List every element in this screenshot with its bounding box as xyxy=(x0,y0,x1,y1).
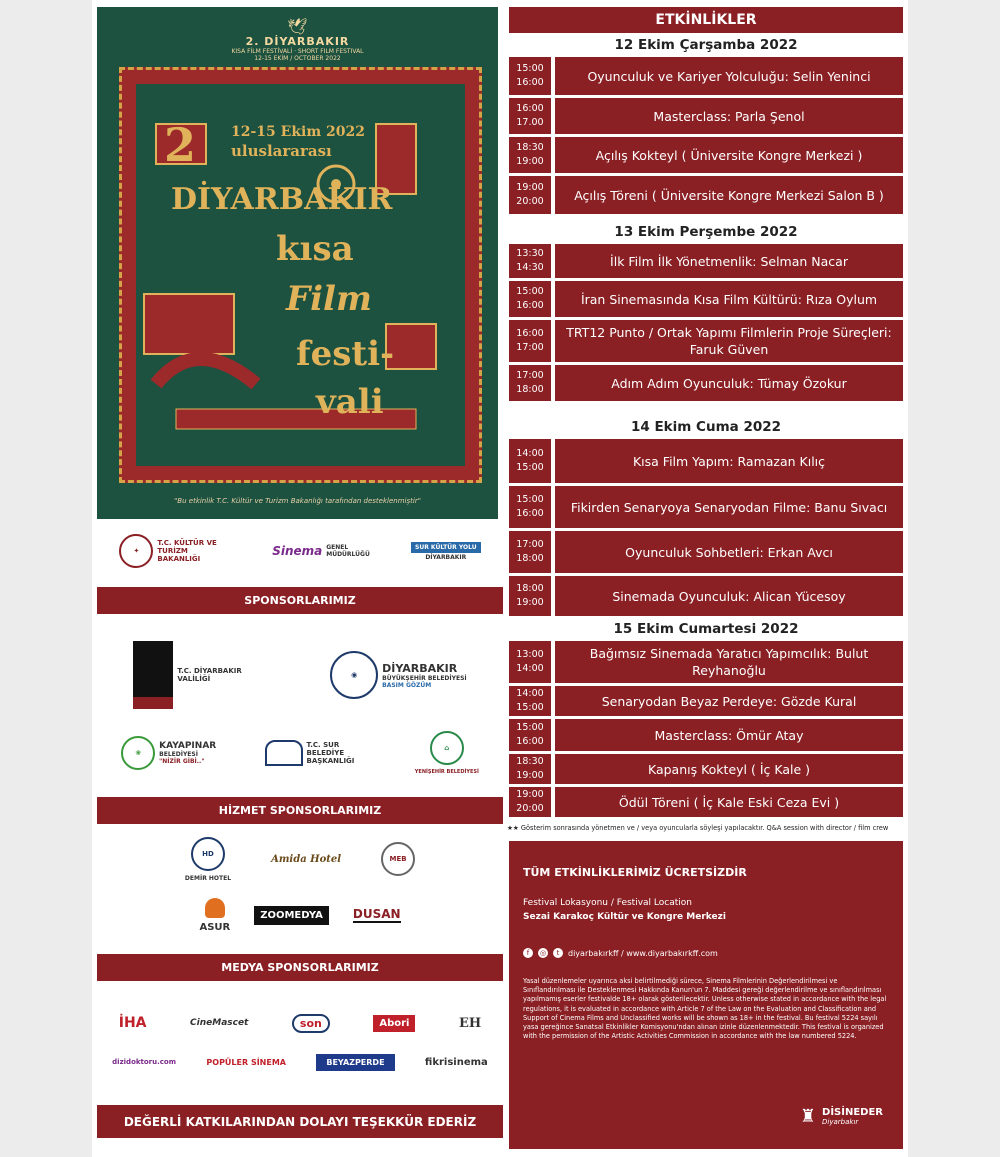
event-title: Oyunculuk ve Kariyer Yolculuğu: Selin Yeninci xyxy=(555,57,903,95)
event-row xyxy=(509,719,903,751)
beyazperde-logo: BEYAZPERDE xyxy=(316,1054,394,1071)
poster-word1: DİYARBAKIR xyxy=(171,182,393,217)
event-title: Bağımsız Sinemada Yaratıcı Yapımcılık: Bulut Reyhanoğlu xyxy=(555,641,903,683)
event-title: İran Sinemasında Kısa Film Kültürü: Rıza Oylum xyxy=(555,281,903,317)
demir-hotel-emblem-icon: HD xyxy=(191,837,225,871)
event-end: 15:00 xyxy=(516,462,544,473)
info-panel xyxy=(509,841,903,1149)
event-row xyxy=(509,754,903,784)
event-time xyxy=(509,98,551,134)
thanks-banner: DEĞERLİ KATKILARINDAN DOLAYI TEŞEKKÜR EDERİZ xyxy=(97,1105,503,1138)
event-time xyxy=(509,576,551,616)
demir-hotel-logo xyxy=(185,837,231,882)
qa-note: ★★ Gösterim sonrasında yönetmen ve / veya oyuncularla söyleşi yapılacaktır. Q&A session with director / film crew xyxy=(507,824,889,832)
event-end: 14:30 xyxy=(516,262,544,273)
dizidoktoru-logo: dizidoktoru.com xyxy=(112,1058,177,1066)
day-heading: 12 Ekim Çarşamba 2022 xyxy=(614,37,798,53)
sinema-logo xyxy=(272,544,370,558)
disineder-logo xyxy=(800,1106,883,1127)
event-start: 16:00 xyxy=(516,103,544,114)
event-end: 17:00 xyxy=(516,342,544,353)
schedule-title: ETKİNLİKLER xyxy=(509,7,903,33)
event-row xyxy=(509,176,903,214)
day-heading: 14 Ekim Cuma 2022 xyxy=(630,419,782,435)
event-time xyxy=(509,320,551,362)
poster-frame xyxy=(119,67,482,483)
iha-logo: İHA xyxy=(118,1015,147,1031)
event-title: Ödül Töreni ( İç Kale Eski Ceza Evi ) xyxy=(555,787,903,817)
event-end: 14:00 xyxy=(516,663,544,674)
day-heading: 15 Ekim Cumartesi 2022 xyxy=(613,621,799,637)
event-title: Açılış Töreni ( Üniversite Kongre Merkezi Salon B ) xyxy=(555,176,903,214)
poster-line1: uluslararası xyxy=(231,142,332,160)
event-start: 14:00 xyxy=(516,688,544,699)
legal-text: Yasal düzenlemeler uyarınca aksi belirtilmediği sürece, Sinema Filmlerinin Değerlendirilmesi ve Sınıflandırılması ile Desteklenmesi Hakkında Kanun'un 7. Maddesi gereği değerlendirilme ve sınıflandırılması yapılmamış eserler festivalde 18+ olarak gösterilecektir. Unless otherwise stated in accordance with the legal regulations, it is evaluated in accordance with Article 7 of the Law on the Evaluation and Classification and Support of Cinema Films and Unclassified works will be shown as 18+ in the festival. Bu festival 5224 sayılı yasa gereğince Sanatsal Etkinlikler Komisyonu'ndan alınan izinle düzenlenmektedir. This festival is organized with the permission of the Artistic Activities Commission in accordance with the law numbered 5224. xyxy=(523,977,887,1041)
event-row xyxy=(509,686,903,716)
demir-hotel-name: DEMİR HOTEL xyxy=(184,874,232,882)
event-time xyxy=(509,719,551,751)
service-logos-row1 xyxy=(97,836,503,882)
abori-logo: Abori xyxy=(373,1015,415,1032)
kayapinar-logo xyxy=(121,736,216,770)
buyuksehir-logo xyxy=(330,651,467,699)
poster-support-note: "Bu etkinlik T.C. Kültür ve Turizm Bakanlığı tarafından desteklenmiştir" xyxy=(174,497,421,505)
event-time xyxy=(509,281,551,317)
disineder-emblem-icon: ♜ xyxy=(799,1106,817,1127)
yenisehir-logo xyxy=(415,731,479,775)
sinema-sub: GENEL MÜDÜRLÜĞÜ xyxy=(326,544,370,558)
asur-logo xyxy=(199,898,230,933)
social-handle[interactable]: diyarbakırkff / www.diyarbakırkff.com xyxy=(568,948,718,958)
poster-inner xyxy=(136,84,465,466)
event-time xyxy=(509,176,551,214)
event-title: Masterclass: Parla Şenol xyxy=(555,98,903,134)
event-start: 16:00 xyxy=(516,328,544,339)
event-title: Kapanış Kokteyl ( İç Kale ) xyxy=(555,754,903,784)
festival-poster xyxy=(97,7,498,519)
basim-gozum: BASIM GÖZÜM xyxy=(382,681,432,689)
zoomedya-name: ZOOMEDYA xyxy=(254,906,329,925)
asur-emblem-icon xyxy=(205,898,225,918)
poster-word2: kısa xyxy=(276,229,354,269)
event-end: 19:00 xyxy=(516,770,544,781)
event-start: 17:00 xyxy=(516,370,544,381)
brand-name: DİYARBAKIR xyxy=(264,35,350,48)
institution-logos xyxy=(97,527,503,575)
event-row xyxy=(509,320,903,362)
sinema-name: Sinema xyxy=(272,544,323,558)
zoomedya-logo xyxy=(254,906,329,925)
event-start: 19:00 xyxy=(516,182,544,193)
facebook-icon[interactable]: f xyxy=(523,948,533,958)
sur-name: SUR KÜLTÜR YOLU xyxy=(411,542,481,553)
dusan-name: DUSAN xyxy=(352,907,401,921)
sur-belediye-emblem-icon xyxy=(265,740,303,766)
media-logos-row2 xyxy=(97,1049,503,1075)
event-end: 20:00 xyxy=(516,196,544,207)
phoenix-icon: 🕊 xyxy=(287,17,308,36)
event-time xyxy=(509,365,551,401)
event-row xyxy=(509,531,903,573)
event-time xyxy=(509,686,551,716)
event-end: 17.00 xyxy=(516,117,544,128)
brand-edition: 2. xyxy=(245,35,260,48)
poster-dates: 12-15 Ekim 2022 xyxy=(231,124,365,140)
event-row xyxy=(509,365,903,401)
fikrisinema-logo: fikrisinema xyxy=(424,1056,488,1068)
sponsors-title: SPONSORLARIMIZ xyxy=(97,587,503,614)
asur-name: ASUR xyxy=(199,921,231,933)
poster-word4: festi- xyxy=(296,334,395,374)
buyuksehir-name: DİYARBAKIR xyxy=(382,661,458,675)
sur-belediye-name: T.C. SUR BELEDİYE BAŞKANLIĞI xyxy=(306,741,355,765)
service-sponsors-title: HİZMET SPONSORLARIMIZ xyxy=(97,797,503,824)
event-time xyxy=(509,641,551,683)
event-time xyxy=(509,57,551,95)
event-row xyxy=(509,98,903,134)
event-title: Adım Adım Oyunculuk: Tümay Özokur xyxy=(555,365,903,401)
event-row xyxy=(509,439,903,483)
event-start: 18:00 xyxy=(516,583,544,594)
ministry-name: T.C. KÜLTÜR VE TURİZM BAKANLIĞI xyxy=(157,539,217,563)
event-title: Sinemada Oyunculuk: Alican Yücesoy xyxy=(555,576,903,616)
amida-hotel-logo xyxy=(271,854,341,865)
amida-hotel-name: Amida Hotel xyxy=(271,853,342,865)
event-row xyxy=(509,57,903,95)
valilik-logo xyxy=(133,641,257,709)
event-end: 15:00 xyxy=(516,702,544,713)
populer-sinema-logo: POPÜLER SİNEMA xyxy=(206,1057,286,1067)
day-heading: 13 Ekim Perşembe 2022 xyxy=(614,224,798,240)
event-title: TRT12 Punto / Ortak Yapımı Filmlerin Proje Süreçleri: Faruk Güven xyxy=(555,320,903,362)
event-title: Fikirden Senaryoya Senaryodan Filme: Banu Sıvacı xyxy=(555,486,903,528)
event-time xyxy=(509,754,551,784)
event-row xyxy=(509,641,903,683)
event-end: 16:00 xyxy=(516,77,544,88)
event-start: 17:00 xyxy=(516,539,544,550)
poster-word3: Film xyxy=(286,279,372,319)
event-time xyxy=(509,486,551,528)
media-logos-row1 xyxy=(97,1007,503,1039)
yenisehir-name: YENİŞEHİR BELEDİYESİ xyxy=(414,769,479,775)
son-logo: son xyxy=(292,1014,330,1033)
event-title: Açılış Kokteyl ( Üniversite Kongre Merkezi ) xyxy=(555,137,903,173)
event-title: Kısa Film Yapım: Ramazan Kılıç xyxy=(555,439,903,483)
disineder-name: DİSİNEDER xyxy=(822,1107,883,1118)
event-start: 15:00 xyxy=(516,722,544,733)
event-row xyxy=(509,787,903,817)
event-end: 19:00 xyxy=(516,597,544,608)
event-start: 15:00 xyxy=(516,286,544,297)
event-start: 13:30 xyxy=(516,248,544,259)
event-start: 19:00 xyxy=(516,789,544,800)
yenisehir-emblem-icon: ⌂ xyxy=(430,731,464,765)
dusan-logo xyxy=(353,907,401,923)
sur-belediye-logo xyxy=(265,740,367,766)
kayapinar-emblem-icon: ❀ xyxy=(121,736,155,770)
event-time xyxy=(509,531,551,573)
meb-emblem-icon: MEB xyxy=(381,842,415,876)
cinemascet-logo: CineMascet xyxy=(190,1018,249,1028)
event-start: 18:30 xyxy=(516,756,544,767)
event-start: 14:00 xyxy=(516,448,544,459)
event-end: 16:00 xyxy=(516,736,544,747)
event-time xyxy=(509,787,551,817)
ministry-emblem-icon: ✦ xyxy=(119,534,153,568)
free-events: TÜM ETKİNLİKLERİMİZ ÜCRETSİZDİR xyxy=(523,866,747,879)
event-title: Senaryodan Beyaz Perdeye: Gözde Kural xyxy=(555,686,903,716)
twitter-icon[interactable]: t xyxy=(553,948,563,958)
kayapinar-name: KAYAPINAR xyxy=(159,741,217,751)
sponsor-logos-row2 xyxy=(97,725,503,781)
event-end: 16:00 xyxy=(516,300,544,311)
ministry-logo xyxy=(119,534,227,568)
event-end: 18:00 xyxy=(516,384,544,395)
event-start: 13:00 xyxy=(516,649,544,660)
valilik-emblem-icon xyxy=(133,641,173,709)
event-row xyxy=(509,244,903,278)
social-links xyxy=(523,948,718,958)
event-row xyxy=(509,486,903,528)
service-logos-row2 xyxy=(97,892,503,938)
event-title: Oyunculuk Sohbetleri: Erkan Avcı xyxy=(555,531,903,573)
event-start: 15:00 xyxy=(516,63,544,74)
event-row xyxy=(509,576,903,616)
location-value: Sezai Karakoç Kültür ve Kongre Merkezi xyxy=(523,912,726,922)
brand-dates: 12-15 EKİM / OCTOBER 2022 xyxy=(254,55,341,62)
location-label: Festival Lokasyonu / Festival Location xyxy=(523,898,692,908)
event-row xyxy=(509,137,903,173)
event-row xyxy=(509,281,903,317)
kayapinar-sub: BELEDİYESİ xyxy=(159,751,198,758)
sponsor-logos-row1 xyxy=(97,640,503,710)
event-time xyxy=(509,439,551,483)
meb-logo xyxy=(381,842,415,876)
sur-kultur-logo xyxy=(411,542,481,561)
disineder-sub: Diyarbakır xyxy=(822,1118,859,1126)
buyuksehir-emblem-icon: ◉ xyxy=(330,651,378,699)
eh-logo: EH xyxy=(459,1015,482,1031)
poster-word5: vali xyxy=(316,382,384,422)
event-time xyxy=(509,244,551,278)
event-end: 20:00 xyxy=(516,803,544,814)
brand-sub: KISA FİLM FESTİVALİ · SHORT FILM FESTIVAL xyxy=(231,48,364,55)
sur-city: DİYARBAKIR xyxy=(425,553,467,561)
event-end: 16:00 xyxy=(516,508,544,519)
event-start: 18:30 xyxy=(516,142,544,153)
event-title: Masterclass: Ömür Atay xyxy=(555,719,903,751)
event-time xyxy=(509,137,551,173)
buyuksehir-sub: BÜYÜKŞEHİR BELEDİYESİ xyxy=(382,674,467,682)
kayapinar-slogan: "NİZİR GİBİ.." xyxy=(159,758,205,765)
event-end: 19:00 xyxy=(516,156,544,167)
event-title: İlk Film İlk Yönetmenlik: Selman Nacar xyxy=(555,244,903,278)
instagram-icon[interactable]: ◎ xyxy=(539,949,547,957)
event-start: 15:00 xyxy=(516,494,544,505)
media-sponsors-title: MEDYA SPONSORLARIMIZ xyxy=(97,954,503,981)
poster-number: 2 xyxy=(164,118,197,172)
event-end: 18:00 xyxy=(516,553,544,564)
valilik-name: T.C. DİYARBAKIR VALİLİĞİ xyxy=(177,667,242,683)
festival-brand xyxy=(97,19,498,62)
